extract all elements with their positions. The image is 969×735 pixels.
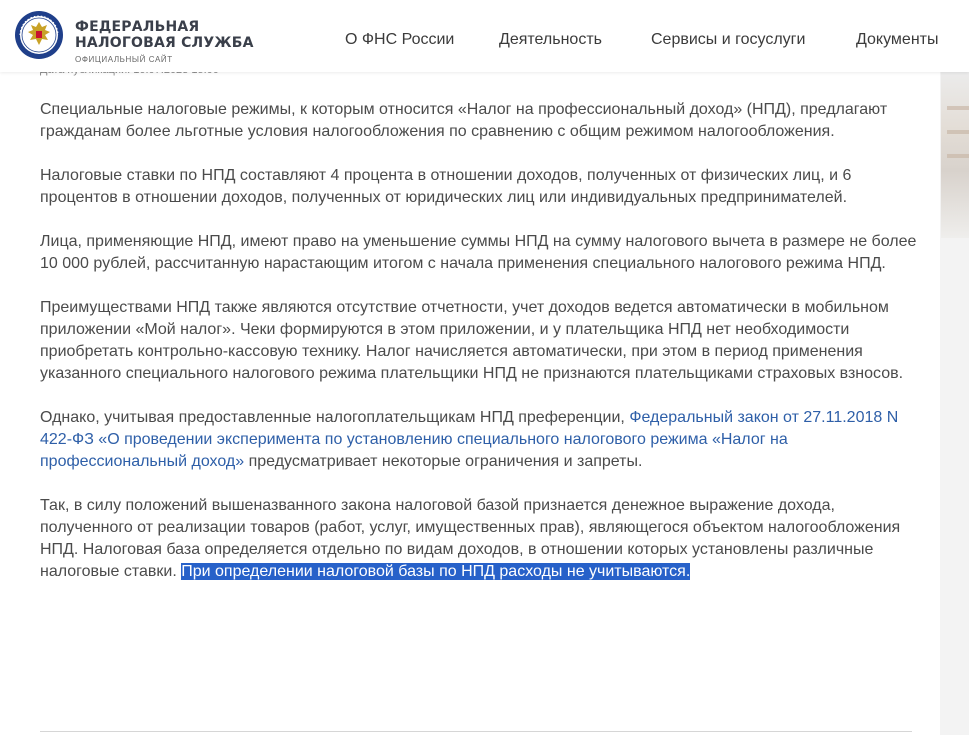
paragraph-6-text: Так, в силу положений вышеназванного закона налоговой базой признается денежное выражение дохода, полученного от реализации товаров (работ, услуг, имущественных прав), являющегося объектом налогообложения НПД. Налоговая база определяется отдельно по видам доходов, в отношении которых установлены различные налоговые ставки. [40,497,901,580]
content-divider [40,731,912,732]
nav-activities[interactable]: Деятельность [499,31,602,48]
paragraph-5-text-before: Однако, учитывая предоставленные налогоплательщикам НПД преференции, [40,409,630,426]
paragraph-2: Налоговые ставки по НПД составляют 4 процента в отношении доходов, полученных от физических лиц, и 6 процентов в отношении доходов, полученных от юридических лиц или индивидуальных предпринимателей. [40,167,852,206]
paragraph-1: Специальные налоговые режимы, к которым относится «Налог на профессиональный доход» (НПД), предлагают гражданам более льготные условия налогообложения по сравнению с общим режимом налогообложения. [40,101,888,140]
paragraph-3: Лица, применяющие НПД, имеют право на уменьшение суммы НПД на сумму налогового вычета в размере не более 10 000 рублей, рассчитанную нарастающим итогом с начала применения специального налогового режима НПД. [40,233,917,272]
nav-services[interactable]: Сервисы и госуслуги [651,31,806,48]
nav-about-fns[interactable]: О ФНС России [345,31,455,48]
paragraph-5 [40,407,920,473]
fns-emblem-icon[interactable] [14,10,64,60]
nav-documents[interactable]: Документы [856,31,939,48]
logo-subtitle: ОФИЦИАЛЬНЫЙ САЙТ [75,55,173,64]
article-body [40,99,920,605]
paragraph-4: Преимуществами НПД также являются отсутствие отчетности, учет доходов ведется автоматически в мобильном приложении «Мой налог». Чеки формируются в этом приложении, и у плательщика НПД нет необходимости приобретать контрольно-кассовую технику. Налог начисляется автоматически, при этом в период применения указанного специального налогового режима плательщики НПД не признаются плательщиками страховых взносов. [40,299,904,382]
logo-title-line1: ФЕДЕРАЛЬНАЯ [75,19,200,35]
federal-law-link[interactable]: Федеральный закон от 27.11.2018 N 422-ФЗ «О проведении эксперимента по установлению специального налогового режима «Налог на профессиональный доход» [40,409,899,470]
side-photo [941,70,969,238]
logo-title[interactable] [75,19,254,51]
selected-text[interactable]: При определении налоговой базы по НПД расходы не учитываются. [181,563,691,580]
logo-title-line2: НАЛОГОВАЯ СЛУЖБА [75,35,254,51]
site-header [0,0,969,72]
paragraph-5-text-after: предусматривает некоторые ограничения и запреты. [244,453,643,470]
paragraph-6 [40,495,920,583]
